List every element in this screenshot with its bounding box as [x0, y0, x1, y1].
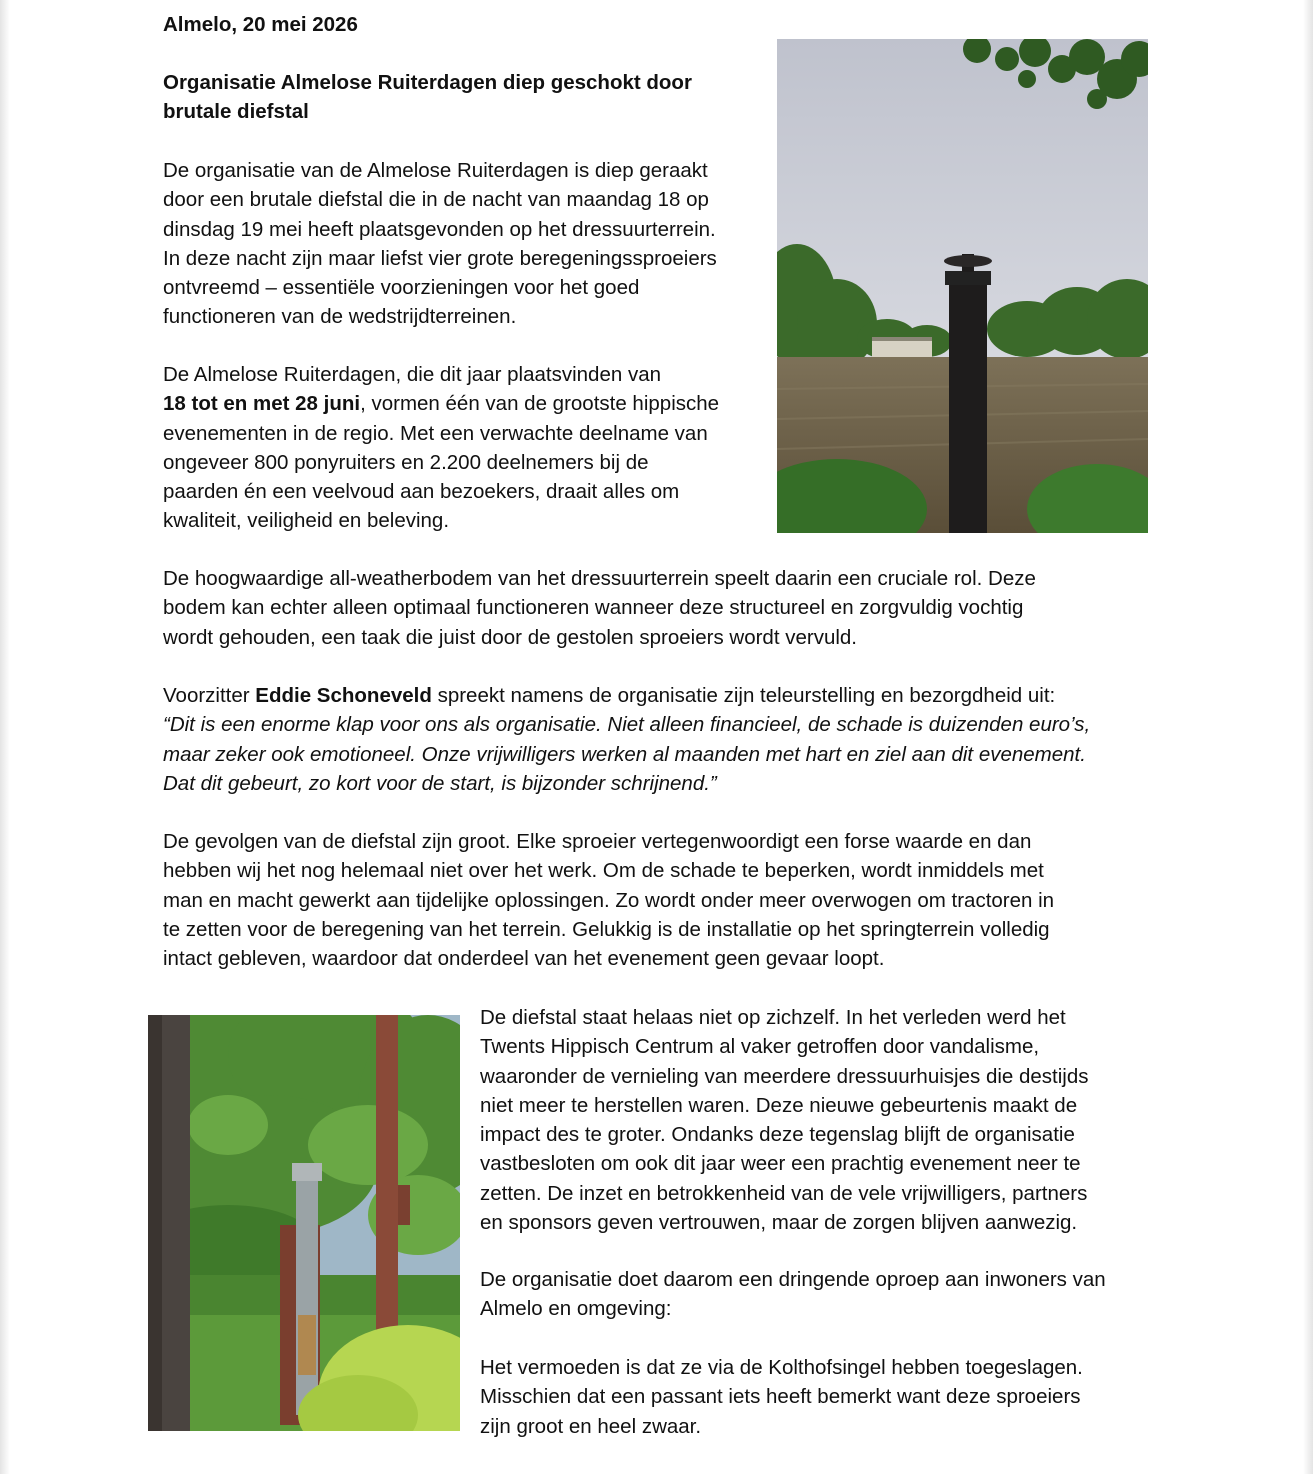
paragraph-call-to-action [480, 1265, 1106, 1324]
paragraph-suspicion [480, 1353, 1083, 1441]
text-line: niet meer te herstellen waren. Deze nieuwe gebeurtenis maakt de [480, 1093, 1078, 1117]
paragraph-event-info [163, 360, 719, 536]
text-line: wordt gehouden, een taak die juist door de gestolen sproeiers wordt vervuld. [163, 625, 858, 649]
text-line: evenementen in de regio. Met een verwachte deelname van [163, 421, 708, 445]
text-line: hebben wij het nog helemaal niet over het werk. Om de schade te beperken, wordt inmiddels met [163, 859, 1044, 883]
text-line: De organisatie doet daarom een dringende oproep aan inwoners van [480, 1268, 1106, 1291]
text-line: te zetten voor de beregening van het terrein. Gelukkig is de installatie op het springterrein volledig [163, 917, 1050, 941]
event-dates: 18 tot en met 28 juni [163, 392, 361, 416]
text-line: functioneren van de wedstrijdterreinen. [163, 305, 517, 329]
article-title [163, 68, 692, 127]
text-line: ongeveer 800 ponyruiters en 2.200 deelnemers bij de [163, 450, 649, 474]
text-line: Twents Hippisch Centrum al vaker getroffen door vandalisme, [480, 1035, 1040, 1059]
paragraph-consequences [163, 827, 1054, 973]
place-date: Almelo, 20 mei 2026 [163, 13, 358, 36]
text-line: zijn groot en heel zwaar. [480, 1414, 702, 1438]
text-line [163, 389, 719, 418]
text-fragment: spreekt namens de organisatie zijn teleurstelling en bezorgdheid uit: [431, 684, 1056, 707]
article-title-line: brutale diefstal [163, 100, 309, 124]
text-fragment: , vormen één van de grootste hippische [360, 392, 720, 416]
page-shadow-right [1303, 0, 1313, 1474]
article-title-line: Organisatie Almelose Ruiterdagen diep geschokt door [163, 71, 692, 94]
text-line: In deze nacht zijn maar liefst vier grote beregeningssproeiers [163, 246, 717, 270]
quote-line: Dat dit gebeurt, zo kort voor de start, is bijzonder schrijnend.” [163, 771, 717, 795]
text-fragment: Voorzitter [163, 684, 256, 707]
text-line: impact des te groter. Ondanks deze tegenslag blijft de organisatie [480, 1123, 1075, 1147]
text-line: kwaliteit, veiligheid en beleving. [163, 509, 450, 533]
text-line: intact gebleven, waardoor dat onderdeel van het evenement geen gevaar loopt. [163, 947, 885, 971]
text-line: Het vermoeden is dat ze via de Kolthofsingel hebben toegeslagen. [480, 1356, 1083, 1379]
text-line: Almelo en omgeving: [480, 1297, 672, 1321]
text-line: De hoogwaardige all-weatherbodem van het dressuurterrein speelt daarin een cruciale rol. Deze [163, 567, 1036, 590]
text-line: ontvreemd – essentiële voorzieningen voor het goed [163, 276, 640, 300]
paragraph-ground [163, 564, 1036, 652]
text-line: De diefstal staat helaas niet op zichzelf. In het verleden werd het [480, 1006, 1066, 1029]
text-line: De Almelose Ruiterdagen, die dit jaar plaatsvinden van [163, 363, 661, 386]
text-line: De organisatie van de Almelose Ruiterdagen is diep geraakt [163, 159, 708, 182]
text-line: waaronder de vernieling van meerdere dressuurhuisjes die destijds [480, 1064, 1089, 1088]
text-line: De gevolgen van de diefstal zijn groot. Elke sproeier vertegenwoordigt een forse waarde en dan [163, 830, 1032, 853]
paragraph-chairman-quote [163, 681, 1090, 798]
quote-line: maar zeker ook emotioneel. Onze vrijwilligers werken al maanden met hart en ziel aan dit evenement. [163, 742, 1086, 766]
paragraph-theft-intro [163, 156, 717, 332]
text-line: dinsdag 19 mei heeft plaatsgevonden op het dressuurterrein. [163, 217, 716, 241]
page-shadow-left [0, 0, 10, 1474]
text-line: zetten. De inzet en betrokkenheid van de vele vrijwilligers, partners [480, 1181, 1088, 1205]
text-line: Misschien dat een passant iets heeft bemerkt want deze sproeiers [480, 1385, 1081, 1409]
text-line: vastbesloten om ook dit jaar weer een prachtig evenement neer te [480, 1152, 1081, 1176]
chairman-name: Eddie Schoneveld [255, 684, 432, 707]
text-line: door een brutale diefstal die in de nacht van maandag 18 op [163, 188, 709, 212]
quote-line: “Dit is een enorme klap voor ons als organisatie. Niet alleen financieel, de schade is duizenden euro’s, [163, 713, 1091, 737]
text-line [163, 681, 1090, 710]
text-line: man en macht gewerkt aan tijdelijke oplossingen. Zo wordt onder meer overwogen om tractoren in [163, 888, 1055, 912]
photo-dressage-field [777, 39, 1148, 533]
photo-sprinkler-pipes [148, 1015, 460, 1431]
text-line: paarden én een veelvoud aan bezoekers, draait alles om [163, 480, 680, 504]
paragraph-vandalism [480, 1003, 1089, 1237]
text-line: bodem kan echter alleen optimaal functioneren wanneer deze structureel en zorgvuldig vochtig [163, 596, 1024, 620]
text-line: en sponsors geven vertrouwen, maar de zorgen blijven aanwezig. [480, 1211, 1078, 1235]
